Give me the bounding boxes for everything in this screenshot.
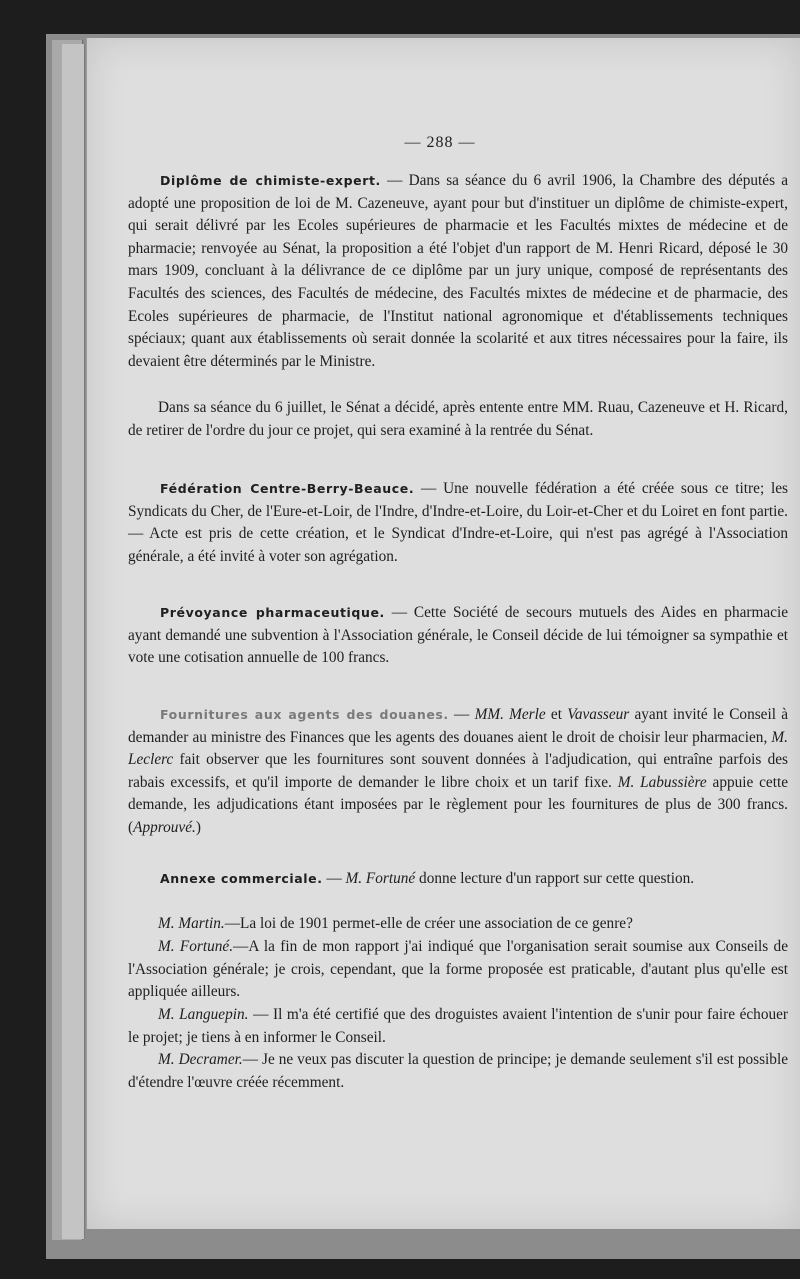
section-heading: Fournitures aux agents des douanes. — [160, 707, 449, 722]
section-annexe — [128, 868, 788, 891]
section-federation — [128, 478, 788, 568]
section-prevoyance — [128, 602, 788, 670]
section-body: — Cette Société de secours mutuels des Aides en pharmacie ayant demandé une subvention à l'Association générale, le Conseil décide de lui témoigner sa sympathie et vote une cotisation annuelle de 100 francs. — [128, 604, 789, 667]
section-diplome — [128, 170, 788, 373]
section-heading: Annexe commerciale. — [160, 871, 323, 886]
dialogue-decramer — [128, 1049, 788, 1094]
text-run: et — [545, 706, 568, 723]
page-edge-inner — [62, 44, 85, 1239]
person-name: M. Labussière — [617, 773, 707, 791]
section-heading: Fédération Centre-Berry-Beauce. — [160, 481, 415, 496]
text-run: fait observer que les fournitures sont souvent données à l'adjudication, qui entraîne parfois des rabais excessifs, et qu'il importe de demander le libre choix et un tarif fixe. — [128, 751, 788, 791]
speech-text: —La loi de 1901 permet-elle de créer une association de ce genre? — [224, 915, 633, 932]
page-number: — 288 — — [404, 134, 476, 151]
speech-text: — Je ne veux pas discuter la question de principe; je demande seulement s'il est possible d'étendre l'œuvre créée récemment. — [128, 1051, 788, 1091]
person-name: Vavasseur — [567, 706, 630, 723]
speaker-name: M. Decramer. — [158, 1051, 243, 1068]
text-run: ) — [195, 818, 201, 836]
section-diplome-continued: Dans sa séance du 6 juillet, le Sénat a décidé, après entente entre MM. Ruau, Cazeneuve et H. Ricard, de retirer de l'ordre du jour ce projet, qui sera examiné à la rentrée du Sénat. — [128, 399, 788, 439]
speech-text: — Il m'a été certifié que des droguistes avaient l'intention de s'unir pour faire échouer le projet; je tiens à en informer le Conseil. — [128, 1006, 789, 1046]
person-name: M. Fortuné — [345, 870, 416, 887]
person-name: MM. Merle — [474, 706, 546, 723]
section-body: — Dans sa séance du 6 avril 1906, la Chambre des députés a adopté une proposition de loi de M. Cazeneuve, ayant pour but d'instituer un diplôme de chimiste-expert, qui serait délivré par les Ecoles supérieures de pharmacie et les Facultés mixtes de médecine et de pharmacie; renvoyée au Sénat, la proposition a été l'objet d'un rapport de M. Henri Ricard, déposé le 30 mars 1909, concluant à la délivrance de ce diplôme par un jury unique, composé de représentants des Facultés des sciences, des Facultés de médecine, des Facultés mixtes de médecine et de pharmacie, des Ecoles supérieures de pharmacie, de l'Institut national agronomique et d'établissements techniques spéciaux; quant aux établissements où serait donnée la scolarité et aux titres nécessaires pour la faire, ils devaient être déterminés par le Ministre. — [128, 172, 788, 370]
speech-text: —A la fin de mon rapport j'ai indiqué que l'organisation serait soumise aux Conseils de l'Association générale; je crois, cependant, que la forme proposée est praticable, d'autant plus qu'elle est appliquée ailleurs. — [128, 938, 788, 1001]
text-run: — — [448, 706, 475, 723]
speaker-name: M. Fortuné. — [158, 938, 234, 955]
dialogue-languepin — [128, 1004, 788, 1049]
speaker-name: M. Languepin. — [158, 1006, 249, 1023]
text-run: donne lecture d'un rapport sur cette question. — [415, 870, 695, 887]
section-heading: Diplôme de chimiste-expert. — [160, 173, 381, 188]
text-run: appuie cette demande, les adjudications étant imposées par le règlement pour les fournitures de plus de 300 francs. ( — [128, 773, 789, 836]
section-fournitures — [128, 704, 788, 840]
verdict: Approuvé. — [133, 818, 196, 836]
text-run: — — [322, 870, 346, 887]
speaker-name: M. Martin. — [158, 915, 225, 932]
text-run: ayant invité le Conseil à demander au ministre des Finances que les agents des douanes aient le droit de choisir leur pharmacien, — [128, 706, 788, 746]
dialogue-fortune — [128, 936, 788, 1004]
section-body: — Une nouvelle fédération a été créée sous ce titre; les Syndicats du Cher, de l'Eure-et-Loir, de l'Indre, d'Indre-et-Loire, du Loir-et-Cher et du Loiret en font partie. — Acte est pris de cette création, et le Syndicat d'Indre-et-Loire, qui n'est pas agrégé à l'Association générale, a été invité à voter son agrégation. — [128, 480, 788, 565]
dialogue-martin — [128, 913, 788, 936]
person-name: M. Leclerc — [128, 728, 788, 769]
section-heading: Prévoyance pharmaceutique. — [160, 605, 385, 620]
